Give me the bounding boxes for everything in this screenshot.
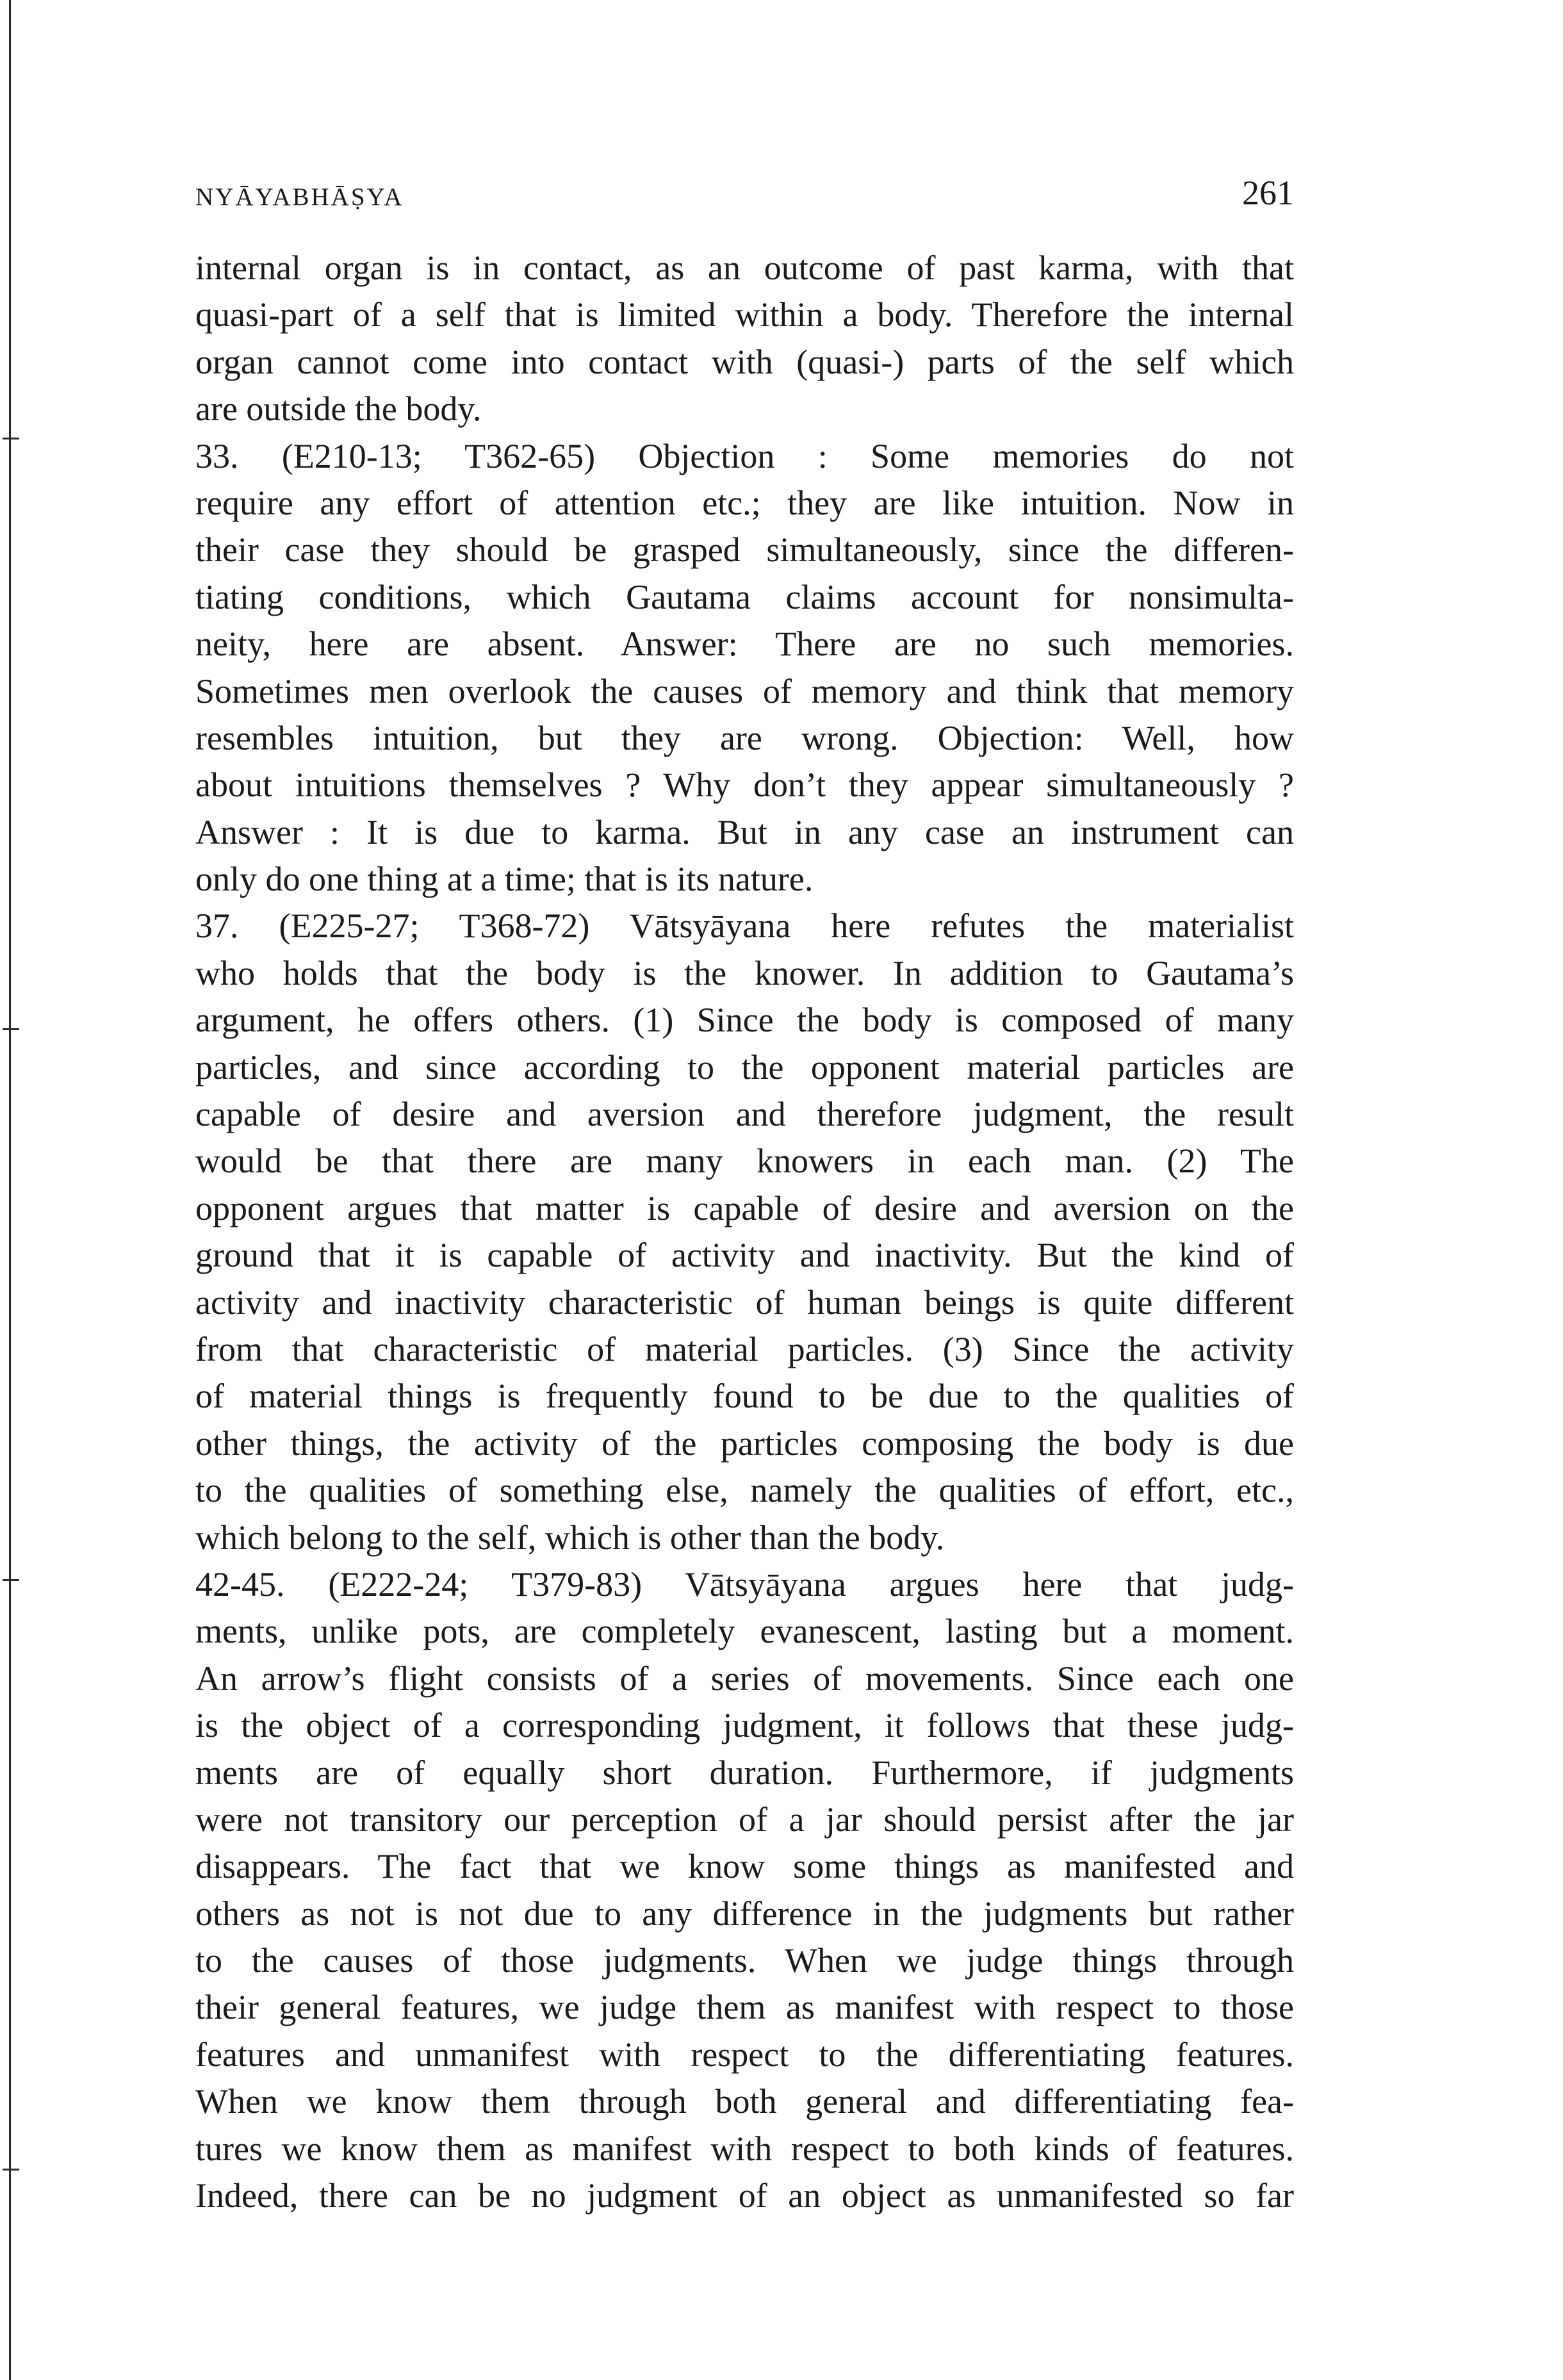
text-line: who holds that the body is the knower. In addition to Gautama’s [195,953,1294,992]
text-line: 33. (E210-13; T362-65) Objection : Some memories do not [195,436,1294,475]
text-line: would be that there are many knowers in each man. (2) The [195,1142,1294,1181]
text-line: from that characteristic of material particles. (3) Since the activity [195,1329,1294,1368]
text-line: tiating conditions, which Gautama claims account for nonsimulta- [195,577,1294,616]
body-text [195,245,1294,2219]
text-line: are outside the body. [195,390,482,429]
text-line: An arrow’s flight consists of a series of movements. Since each one [195,1659,1294,1698]
text-line: argument, he offers others. (1) Since the body is composed of many [195,1001,1294,1040]
scan-edge-tick [3,438,19,439]
text-line: 37. (E225-27; T368-72) Vātsyāyana here refutes the materialist [195,907,1294,946]
text-line: activity and inactivity characteristic of human beings is quite different [195,1283,1294,1322]
text-line: about intuitions themselves ? Why don’t they appear simultaneously ? [195,766,1294,805]
scan-border-line [9,0,11,2380]
text-line: their general features, we judge them as manifest with respect to those [195,1988,1294,2027]
text-line: of material things is frequently found to be due to the qualities of [195,1377,1294,1416]
text-line: only do one thing at a time; that is its nature. [195,860,814,899]
text-line: ground that it is capable of activity and inactivity. But the kind of [195,1236,1294,1275]
text-line: 42-45. (E222-24; T379-83) Vātsyāyana argues here that judg- [195,1564,1294,1604]
text-line: were not transitory our perception of a jar should persist after the jar [195,1800,1294,1839]
text-line: tures we know them as manifest with respect to both kinds of features. [195,2129,1294,2168]
text-line: require any effort of attention etc.; they are like intuition. Now in [195,483,1294,522]
text-line: ments, unlike pots, are completely evanescent, lasting but a moment. [195,1612,1294,1651]
text-line: to the qualities of something else, namely the qualities of effort, etc., [195,1471,1294,1510]
scan-edge-tick [3,2169,19,2171]
scan-edge-tick [3,1579,19,1581]
text-line: resembles intuition, but they are wrong. Objection: Well, how [195,718,1294,757]
text-line: neity, here are absent. Answer: There are no such memories. [195,625,1294,664]
text-line: to the causes of those judgments. When we judge things through [195,1941,1294,1980]
text-line: features and unmanifest with respect to the differentiating features. [195,2035,1294,2074]
text-line: particles, and since according to the opponent material particles are [195,1047,1294,1087]
text-line: others as not is not due to any difference in the judgments but rather [195,1894,1294,1933]
text-line: quasi-part of a self that is limited within a body. Therefore the internal [195,295,1294,334]
text-line: their case they should be grasped simultaneously, since the differen- [195,530,1294,570]
page-number: 261 [1242,174,1294,212]
text-line: opponent argues that matter is capable of desire and aversion on the [195,1188,1294,1227]
text-line: capable of desire and aversion and therefore judgment, the result [195,1095,1294,1134]
text-line: is the object of a corresponding judgment, it follows that these judg- [195,1706,1294,1745]
scan-edge-tick [3,1028,19,1030]
text-line: which belong to the self, which is other than the body. [195,1518,945,1557]
text-line: Sometimes men overlook the causes of memory and think that memory [195,671,1294,710]
text-line: internal organ is in contact, as an outcome of past karma, with that [195,249,1294,287]
text-line: Indeed, there can be no judgment of an object as unmanifested so far [195,2176,1294,2215]
text-line: ments are of equally short duration. Furthermore, if judgments [195,1753,1294,1792]
text-line: When we know them through both general and differentiating fea- [195,2082,1294,2121]
running-head [195,168,1294,219]
text-line: Answer : It is due to karma. But in any case an instrument can [195,812,1294,851]
text-line: disappears. The fact that we know some things as manifested and [195,1847,1294,1886]
text-line: other things, the activity of the particles composing the body is due [195,1424,1294,1463]
text-line: organ cannot come into contact with (quasi-) parts of the self which [195,342,1294,381]
running-title: NYĀYABHĀṢYA [195,183,404,211]
